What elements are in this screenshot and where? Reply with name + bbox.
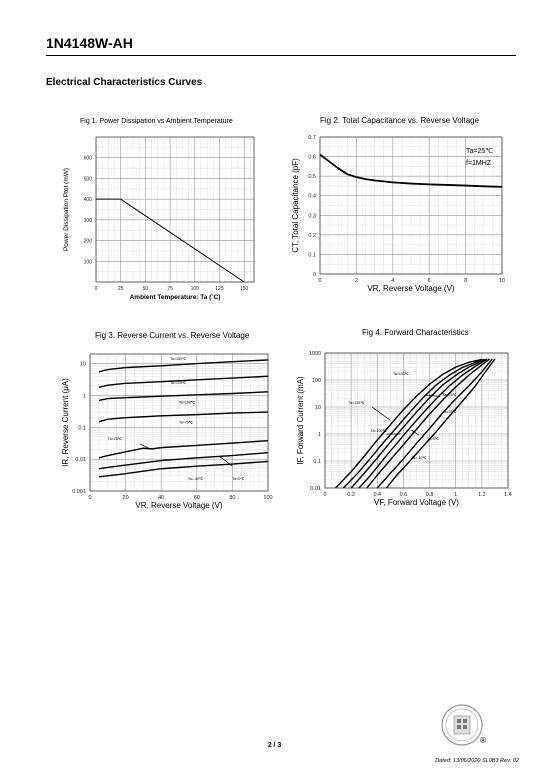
y-tick-label: 0 bbox=[312, 272, 316, 278]
x-tick-label: 10 bbox=[498, 278, 506, 284]
x-tick-label: 1 bbox=[454, 492, 458, 498]
y-tick-label: 10 bbox=[314, 405, 321, 411]
y-tick-label: 0.5 bbox=[308, 174, 316, 181]
x-tick-label: 20 bbox=[122, 495, 129, 501]
series-label-ta-125: Ta=125℃ bbox=[170, 380, 187, 385]
y-tick-label: 400 bbox=[83, 197, 92, 204]
x-tick-label: 0.2 bbox=[347, 492, 355, 498]
series-label-ta-0: Ta=0℃ bbox=[232, 477, 245, 482]
y-tick-label: 300 bbox=[83, 217, 92, 224]
y-tick-label: 10 bbox=[79, 361, 86, 368]
x-tick-label: 75 bbox=[167, 286, 173, 292]
y-tick-label: 0.1 bbox=[78, 425, 86, 432]
document-date: Dated: 13/06/2020 SL0B3 Rev: 02 bbox=[435, 758, 519, 764]
y-tick-label: 100 bbox=[311, 378, 321, 384]
series-label-ta-25: Ta=25℃ bbox=[107, 436, 122, 441]
x-tick-label: 0 bbox=[94, 286, 98, 292]
y-tick-label: 0.01 bbox=[75, 457, 86, 464]
fig4-title: Fig 4. Forward Characteristics bbox=[362, 328, 469, 337]
x-tick-label: 25 bbox=[117, 286, 124, 292]
y-tick-label: 0.7 bbox=[308, 135, 316, 141]
x-tick-label: 1.4 bbox=[504, 492, 512, 498]
x-axis-label: VR, Reverse Voltage (V) bbox=[367, 284, 455, 293]
x-tick-label: 0 bbox=[323, 492, 327, 498]
series-label-ta-100: Ta=100℃ bbox=[179, 400, 195, 405]
annotation-2: f=1MHZ bbox=[466, 160, 492, 167]
y-tick-label: 0.4 bbox=[308, 193, 316, 200]
y-tick-label: 200 bbox=[83, 238, 92, 245]
fig2-title: Fig 2. Total Capacitance vs. Reverse Voltage bbox=[320, 116, 480, 125]
company-seal-logo bbox=[440, 703, 484, 747]
x-tick-label: 80 bbox=[229, 495, 236, 501]
y-tick-label: 1 bbox=[317, 432, 321, 438]
y-tick-label: 1 bbox=[82, 393, 86, 400]
annotation-1: Ta=25℃ bbox=[466, 148, 494, 155]
x-axis-label: VR, Reverse Voltage (V) bbox=[135, 501, 223, 510]
fig1-title: Fig 1. Power Dissipation vs Ambient Temperature bbox=[80, 118, 233, 125]
y-tick-label: 500 bbox=[83, 176, 92, 183]
y-tick-label: 0.3 bbox=[308, 213, 316, 220]
x-tick-label: 0.6 bbox=[399, 492, 408, 498]
y-tick-label: 1000 bbox=[308, 351, 321, 357]
x-tick-label: 60 bbox=[193, 495, 200, 501]
y-axis-label: CT, Total Capacitance (pF) bbox=[291, 158, 300, 253]
y-tick-label: 100 bbox=[83, 259, 92, 266]
y-tick-label: 0.2 bbox=[308, 232, 316, 239]
y-axis-label: Power Dissipation Ptot (mW) bbox=[63, 167, 70, 252]
registered-mark: ® bbox=[480, 736, 486, 745]
x-tick-label: 40 bbox=[158, 495, 165, 501]
series-label-ta-100: Ta=100℃ bbox=[370, 428, 387, 433]
x-tick-label: 8 bbox=[464, 278, 468, 284]
series-label-ta-40: Ta=-40℃ bbox=[187, 477, 204, 482]
x-tick-label: 0.4 bbox=[373, 492, 382, 498]
y-tick-label: 0.1 bbox=[308, 252, 316, 259]
section-title: Electrical Characteristics Curves bbox=[46, 77, 203, 88]
x-tick-label: 100 bbox=[190, 286, 199, 292]
page-number: 2 / 3 bbox=[267, 742, 282, 749]
series-label-ta-25: Ta=25℃ bbox=[442, 409, 457, 414]
x-tick-label: 100 bbox=[263, 495, 273, 501]
y-axis-label: IR, Reverse Current (μA) bbox=[61, 378, 70, 467]
series-line-ta-0 bbox=[377, 359, 492, 488]
y-tick-label: 600 bbox=[83, 155, 92, 162]
y-axis-label: IF, Forward Current (mA) bbox=[296, 376, 305, 465]
x-tick-label: 1.2 bbox=[478, 492, 486, 498]
series-label-ta-75: Ta=75℃ bbox=[179, 420, 193, 425]
x-tick-label: 6 bbox=[427, 278, 431, 284]
x-tick-label: 4 bbox=[391, 278, 395, 284]
part-number: 1N4148W-AH bbox=[46, 35, 133, 51]
series-label-ta-150: Ta=150℃ bbox=[170, 356, 187, 361]
series-label-ta-75: Ta=75℃ bbox=[442, 392, 457, 397]
x-tick-label: 0.8 bbox=[425, 492, 434, 498]
callout-arrow bbox=[424, 395, 440, 396]
series-line-ta-100 bbox=[348, 359, 487, 488]
series-label-ta-125: Ta=125℃ bbox=[348, 400, 365, 405]
x-tick-label: 0 bbox=[88, 495, 92, 501]
y-tick-label: 0.6 bbox=[308, 154, 316, 161]
series-label-ta-0: Ta=0℃ bbox=[426, 436, 439, 441]
y-tick-label: 0.01 bbox=[310, 486, 321, 492]
x-axis-label: VF, Forward Voltage (V) bbox=[374, 498, 459, 507]
y-tick-label: 0.1 bbox=[313, 459, 321, 465]
x-tick-label: 0 bbox=[318, 278, 322, 284]
callout-arrow bbox=[372, 407, 390, 420]
y-tick-label: 0.001 bbox=[72, 489, 86, 495]
series-label-ta-40: Ta=-40℃ bbox=[411, 455, 427, 460]
series-line-ta-25 bbox=[367, 359, 490, 488]
series-line-ta-40 bbox=[386, 359, 494, 488]
x-tick-label: 125 bbox=[215, 286, 224, 292]
x-tick-label: 2 bbox=[354, 278, 358, 284]
fig3-title: Fig 3. Reverse Current vs. Reverse Voltage bbox=[95, 331, 250, 340]
series-line-ta-150 bbox=[335, 359, 481, 488]
x-tick-label: 150 bbox=[239, 286, 249, 292]
series-label-ta-150: Ta=150℃ bbox=[392, 372, 409, 377]
x-tick-label: 50 bbox=[142, 286, 149, 292]
x-axis-label: Ambient Temperature: Ta (˚C) bbox=[129, 294, 221, 301]
